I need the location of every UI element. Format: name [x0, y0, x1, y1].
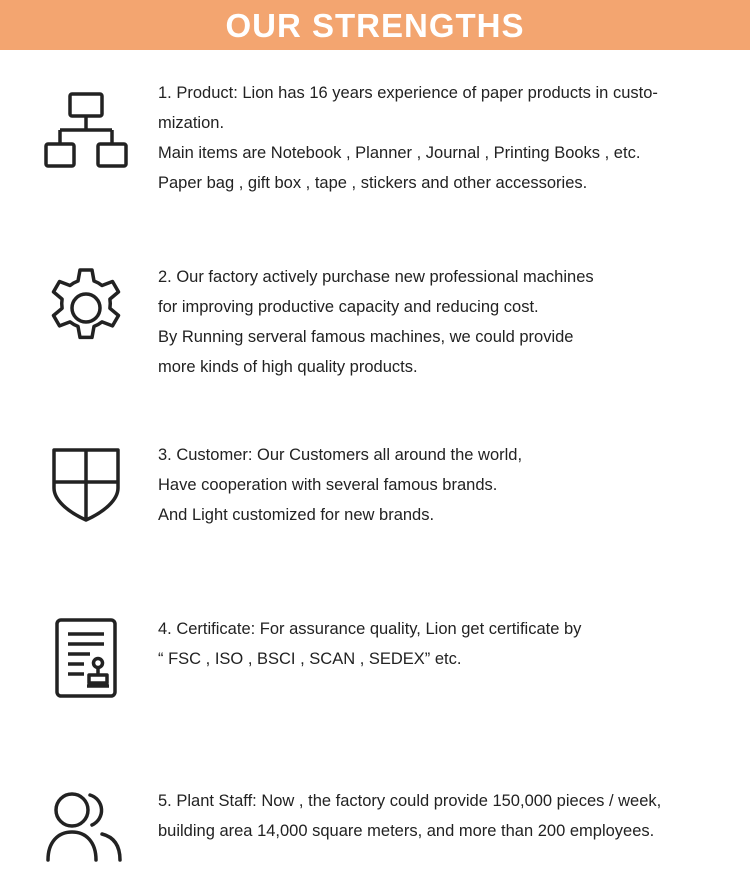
shield-icon — [38, 436, 134, 532]
strength-text — [158, 78, 748, 198]
text-line: 5. Plant Staff: Now , the factory could provide 150,000 pieces / week, — [158, 792, 662, 810]
text-line: Paper bag , gift box , tape , stickers and other accessories. — [158, 174, 588, 192]
certificate-icon — [38, 610, 134, 706]
text-line: “ FSC , ISO , BSCI , SCAN , SEDEX” etc. — [158, 650, 462, 668]
text-line: building area 14,000 square meters, and more than 200 employees. — [158, 822, 655, 840]
text-line: Have cooperation with several famous brands. — [158, 476, 498, 494]
text-line: By Running serveral famous machines, we could provide — [158, 328, 574, 346]
text-line: for improving productive capacity and reducing cost. — [158, 298, 539, 316]
users-icon — [38, 778, 134, 874]
strength-text — [158, 786, 748, 846]
page-title: OUR STRENGTHS — [225, 6, 525, 44]
text-line: 1. Product: Lion has 16 years experience of paper products in custo- — [158, 84, 658, 102]
text-line: mization. — [158, 114, 225, 132]
text-line: 3. Customer: Our Customers all around the world, — [158, 446, 523, 464]
strength-text — [158, 440, 748, 530]
strength-text — [158, 614, 748, 674]
text-line: more kinds of high quality products. — [158, 358, 418, 376]
text-line: Main items are Notebook , Planner , Journal , Printing Books , etc. — [158, 144, 641, 162]
header-banner — [0, 0, 750, 50]
text-line: 4. Certificate: For assurance quality, Lion get certificate by — [158, 620, 582, 638]
hierarchy-icon — [38, 82, 134, 178]
text-line: 2. Our factory actively purchase new professional machines — [158, 268, 594, 286]
gear-icon — [38, 260, 134, 356]
text-line: And Light customized for new brands. — [158, 506, 435, 524]
strength-text — [158, 262, 748, 382]
